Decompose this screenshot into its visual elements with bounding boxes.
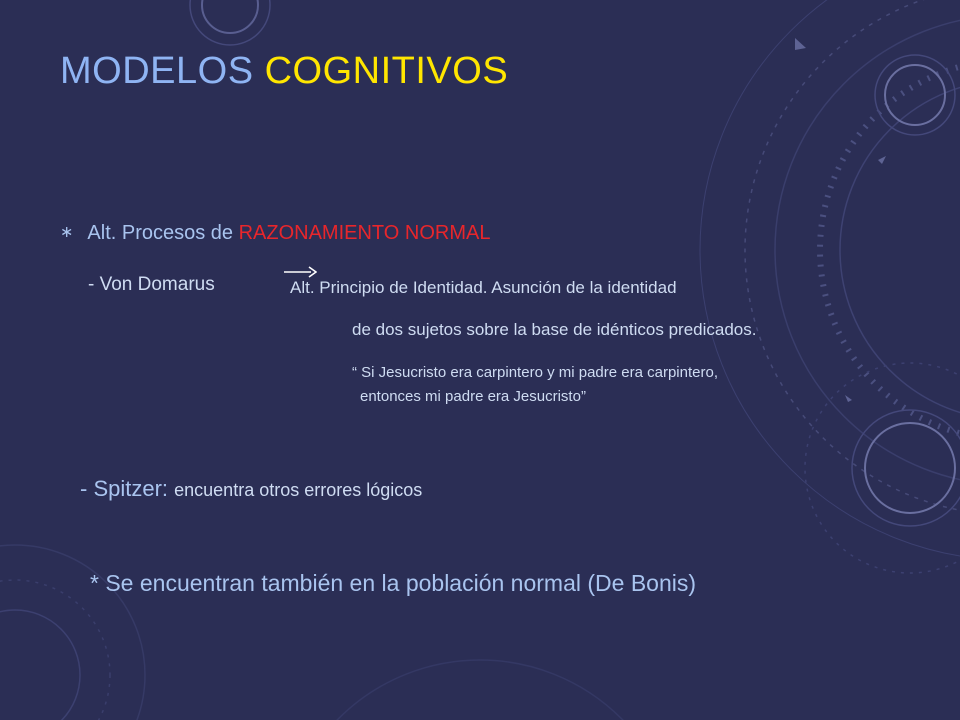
bullet-highlight: RAZONAMIENTO NORMAL xyxy=(238,222,491,244)
quote-line-2: entonces mi padre era Jesucristo” xyxy=(360,388,586,405)
normal-population-note: * Se encuentran también en la población normal (De Bonis) xyxy=(90,570,697,596)
right-arrow-icon xyxy=(283,266,317,278)
principle-line-2: de dos sujetos sobre la base de idénticos predicados. xyxy=(352,320,757,339)
title-part-modelos: MODELOS xyxy=(60,50,265,92)
principle-line-1: Alt. Principio de Identidad. Asunción de la identidad xyxy=(290,278,677,297)
spitzer-line xyxy=(80,476,422,502)
slide-title xyxy=(60,50,508,93)
spitzer-text: encuentra otros errores lógicos xyxy=(174,480,423,500)
bullet-star-icon: ∗ xyxy=(60,224,74,241)
bullet-reasoning xyxy=(60,222,490,245)
spitzer-label: - Spitzer: xyxy=(80,476,175,501)
title-part-cognitivos: COGNITIVOS xyxy=(264,50,509,92)
quote-line-1: “ Si Jesucristo era carpintero y mi padre era carpintero, xyxy=(352,364,718,381)
bullet-text: Alt. Procesos de xyxy=(87,222,239,244)
von-domarus-label: - Von Domarus xyxy=(88,274,215,295)
